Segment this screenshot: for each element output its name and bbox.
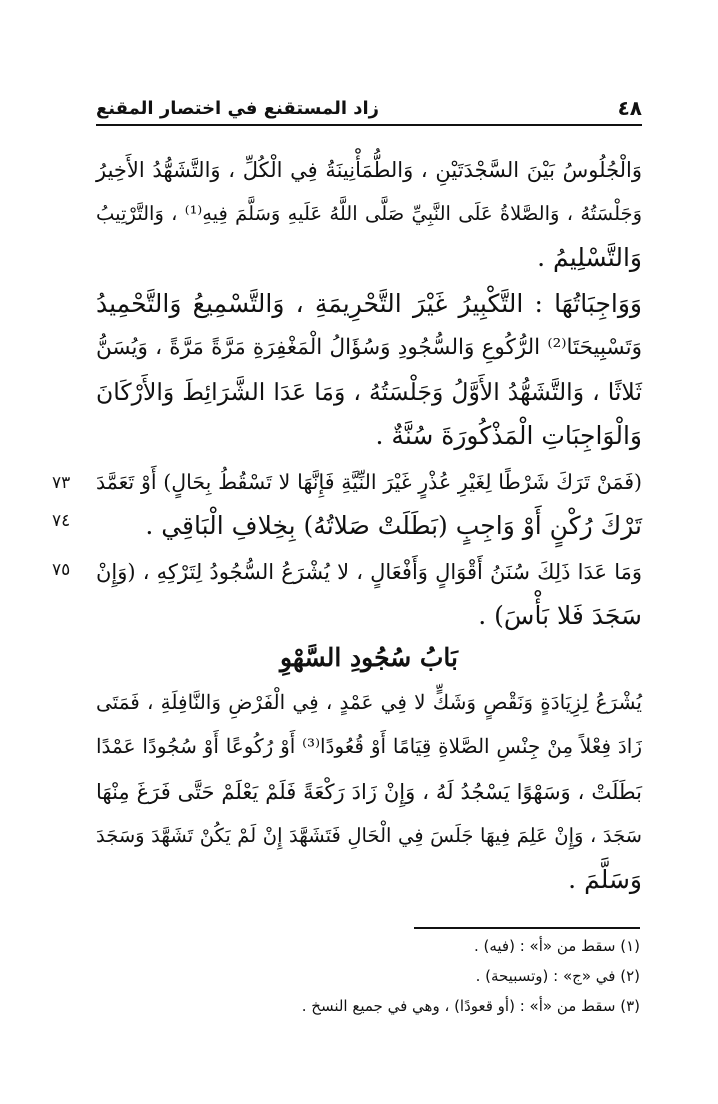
footnote: (٢) في «ج» : (وتسبيحة) .	[475, 967, 640, 985]
margin-number: ٧٣	[52, 473, 71, 493]
footnote-rule	[414, 927, 640, 929]
footnote: (١) سقط من «أ» : (فيه) .	[473, 937, 640, 955]
book-title: زاد المستقنع في اختصار المقنع	[96, 97, 380, 119]
body-line: سَجَدَ ، وَإِنْ عَلِمَ فِيهَا جَلَسَ فِي الْحَالِ فَتَشَهَّدَ إِنْ لَمْ يَكُنْ تَشَهَّدَ وَسَجَدَ	[96, 824, 642, 847]
margin-number: ٧٤	[52, 511, 71, 531]
body-line: وَجَلْسَتُهُ ، وَالصَّلاةُ عَلَى النَّبِيِّ صَلَّى اللَّهُ عَلَيهِ وَسَلَّمَ فِيهِ⁽¹⁾ ، وَالتَّرْتِيبُ	[96, 202, 642, 225]
body-line: وَسَلَّمَ .	[568, 865, 642, 894]
body-line: بَطَلَتْ ، وَسَهْوًا يَسْجُدُ لَهُ ، وَإِنْ زَادَ رَكْعَةً فَلَمْ يَعْلَمْ حَتَّى فَرَغَ مِنْهَا	[96, 780, 642, 804]
body-line: ثَلاثًا ، وَالتَّشَهُّدُ الأَوَّلُ وَجَلْسَتُهُ ، وَمَا عَدَا الشَّرَائِطَ وَالأَرْكَانَ	[96, 378, 642, 406]
page-number: ٤٨	[617, 96, 642, 120]
chapter-heading: بَابُ سُجُودِ السَّهْوِ	[280, 643, 458, 672]
body-line: سَجَدَ فَلا بَأْسَ) .	[478, 601, 642, 630]
body-line: تَرْكَ رُكْنٍ أَوْ وَاجِبٍ (بَطَلَتْ صَلاتُهُ) بِخِلافِ الْبَاقِي .	[145, 511, 642, 540]
margin-number: ٧٥	[52, 560, 71, 580]
body-line: وَالتَّسْلِيمُ .	[537, 243, 642, 272]
body-line: زَادَ فِعْلاً مِنْ جِنْسِ الصَّلاةِ قِيَامًا أَوْ قُعُودًا⁽³⁾ أَوْ رُكُوعًا أَوْ سُجُودًا عَمْدًا	[96, 734, 643, 758]
page-header	[96, 95, 642, 121]
body-line: وَتَسْبِيحَتَا⁽²⁾ الرُّكُوعِ وَالسُّجُودِ وَسُؤَالُ الْمَغْفِرَةِ مَرَّةً مَرَّةً ، وَيُسَنُّ	[96, 335, 642, 360]
body-line: وَالْوَاجِبَاتِ الْمَذْكُورَةَ سُنَّةٌ .	[375, 421, 642, 450]
body-line: وَوَاجِبَاتُهَا : التَّكْبِيرُ غَيْرَ التَّحْرِيمَةِ ، وَالتَّسْمِيعُ وَالتَّحْمِيدُ	[96, 289, 642, 318]
footnote: (٣) سقط من «أ» : (أو قعودًا) ، وهي في جميع النسخ .	[301, 997, 640, 1015]
body-line: وَالْجُلُوسُ بَيْنَ السَّجْدَتَيْنِ ، وَالطُّمَأْنِينَةُ فِي الْكُلِّ ، وَالتَّشَهُّدُ الأَخِيرُ	[96, 158, 642, 182]
body-line: يُشْرَعُ لِزِيَادَةٍ وَنَقْصٍ وَشَكٍّ لا فِي عَمْدٍ ، فِي الْفَرْضِ وَالنَّافِلَةِ ، فَمَتَى	[96, 690, 642, 714]
body-line: وَمَا عَدَا ذَلِكَ سُنَنُ أَقْوَالٍ وَأَفْعَالٍ ، لا يُشْرَعُ السُّجُودُ لِتَرْكِهِ ، (وَإِنْ	[96, 560, 642, 584]
header-rule	[96, 124, 642, 126]
body-line: (فَمَنْ تَرَكَ شَرْطًا لِغَيْرِ عُذْرٍ غَيْرَ النِّيَّةِ فَإِنَّهَا لا تَسْقُطُ بِحَالٍ) أَوْ تَعَمَّدَ	[96, 470, 642, 494]
